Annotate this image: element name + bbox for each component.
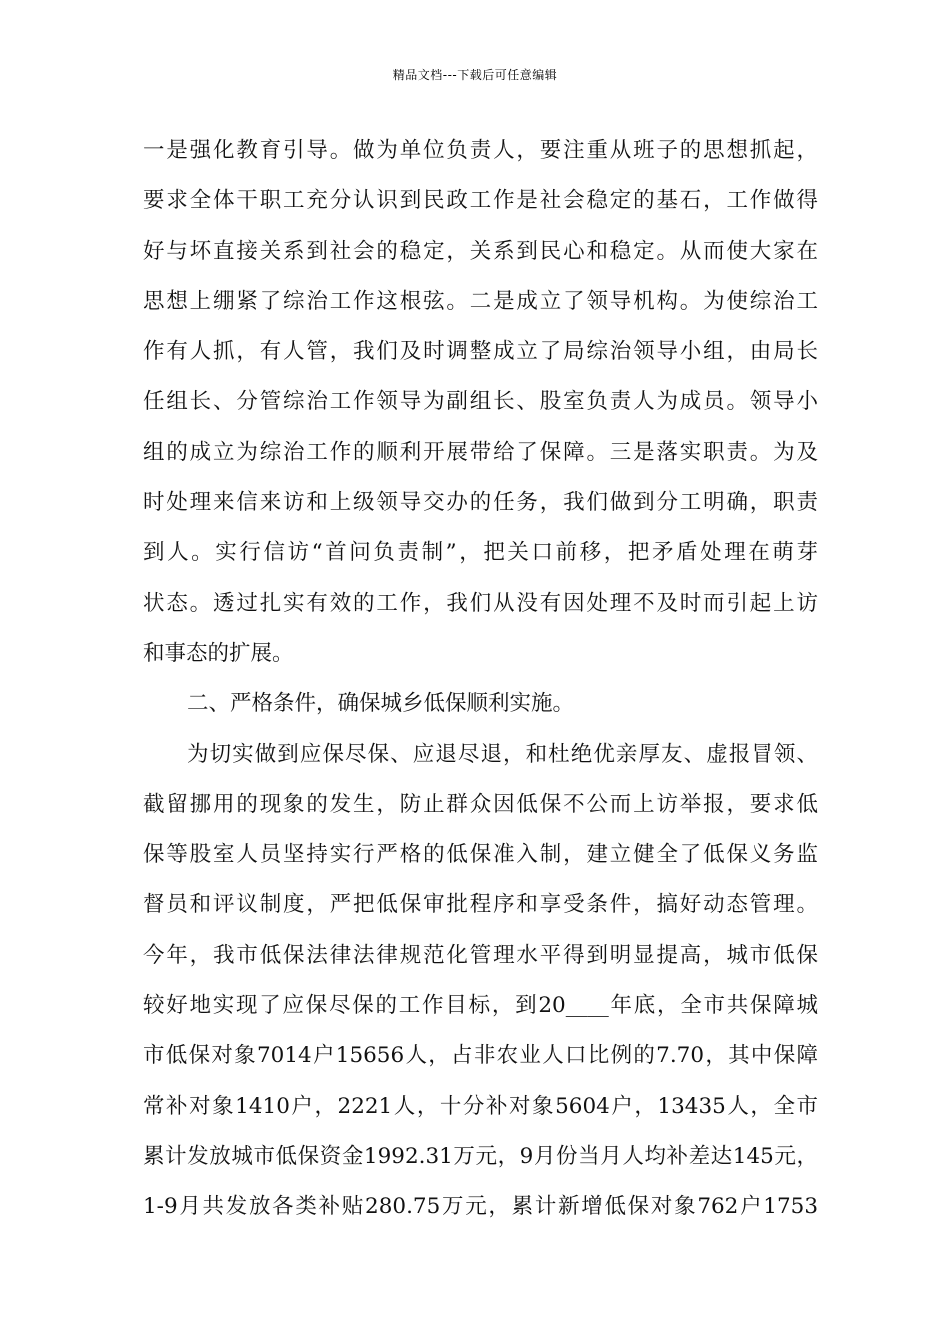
document-body [143, 126, 818, 1233]
paragraph-line: 任组长、分管综治工作领导为副组长、股室负责人为成员。领导小 [143, 389, 818, 415]
paragraph-line: 状态。透过扎实有效的工作，我们从没有因处理不及时而引起上访 [143, 590, 818, 616]
paragraph-line: 保等股室人员坚持实行严格的低保准入制，建立健全了低保义务监 [143, 842, 818, 868]
paragraph-line: 1-9月共发放各类补贴280.75万元，累计新增低保对象762户1753 [143, 1194, 818, 1220]
paragraph-line: 较好地实现了应保尽保的工作目标，到20____年底，全市共保障城 [143, 993, 818, 1019]
paragraph-line: 市低保对象7014户15656人，占非农业人口比例的7.70，其中保障 [143, 1043, 818, 1069]
paragraph-line: 常补对象1410户，2221人，十分补对象5604户，13435人，全市 [143, 1093, 818, 1119]
paragraph-line: 时处理来信来访和上级领导交办的任务，我们做到分工明确，职责 [143, 490, 818, 516]
paragraph-line: 一是强化教育引导。做为单位负责人，要注重从班子的思想抓起， [143, 138, 818, 163]
paragraph-line: 要求全体干职工充分认识到民政工作是社会稳定的基石，工作做得 [143, 188, 818, 214]
section-heading: 二、严格条件，确保城乡低保顺利实施。 [187, 691, 575, 717]
paragraph-line: 组的成立为综治工作的顺利开展带给了保障。三是落实职责。为及 [143, 439, 818, 465]
paragraph-line: 今年，我市低保法律法律规范化管理水平得到明显提高，城市低保 [143, 942, 818, 968]
paragraph-line: 作有人抓，有人管，我们及时调整成立了局综治领导小组，由局长 [143, 339, 818, 365]
paragraph-line: 好与坏直接关系到社会的稳定，关系到民心和稳定。从而使大家在 [143, 238, 818, 264]
paragraph-line: 督员和评议制度，严把低保审批程序和享受条件，搞好动态管理。 [143, 892, 818, 918]
paragraph-line: 截留挪用的现象的发生，防止群众因低保不公而上访举报，要求低 [143, 791, 818, 817]
paragraph-line: 和事态的扩展。 [143, 640, 294, 666]
paragraph-line: 累计发放城市低保资金1992.31万元，9月份当月人均补差达145元， [143, 1143, 818, 1169]
paragraph-line: 为切实做到应保尽保、应退尽退，和杜绝优亲厚友、虚报冒领、 [187, 741, 818, 767]
paragraph-line: 思想上绷紧了综治工作这根弦。二是成立了领导机构。为使综治工 [143, 288, 818, 314]
paragraph-line: 到人。实行信访“首问负责制”，把关口前移，把矛盾处理在萌芽 [143, 540, 818, 566]
page-header: 精品文档---下载后可任意编辑 [392, 68, 558, 82]
